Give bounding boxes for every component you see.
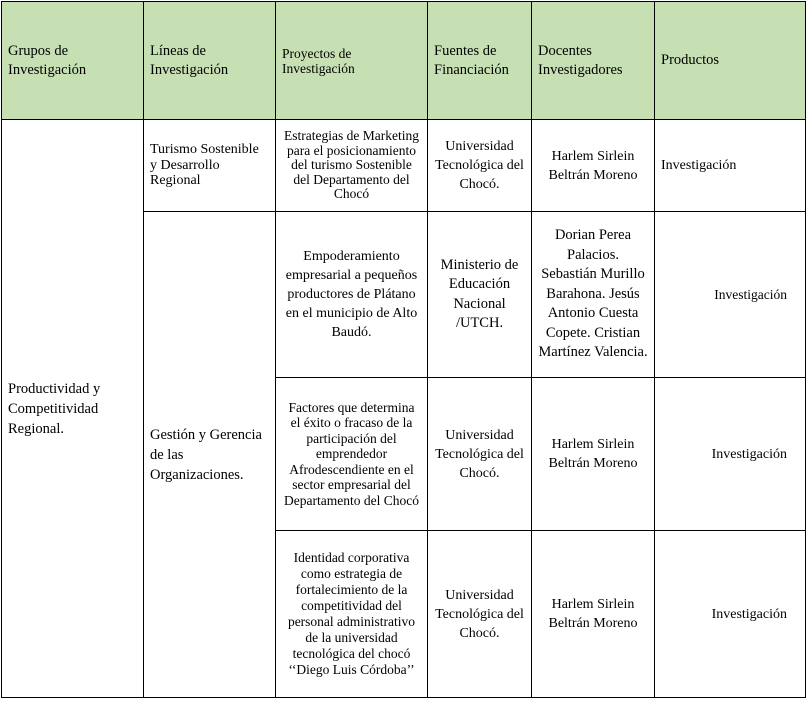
- grupo-cell: Productividad y Competitividad Regional.: [2, 120, 144, 698]
- proyecto-cell: Empoderamiento empresarial a pequeños productores de Plátano en el municipio de Alto Baudó.: [276, 212, 428, 378]
- linea-cell: Gestión y Gerencia de las Organizaciones.: [144, 212, 276, 698]
- proyecto-cell: Estrategias de Marketing para el posicionamiento del turismo Sostenible del Departamento del Chocó: [276, 120, 428, 212]
- docentes-cell: Harlem Sirlein Beltrán Moreno: [532, 120, 655, 212]
- fuente-cell: Universidad Tecnológica del Chocó.: [428, 120, 532, 212]
- header-lineas: Líneas de Investigación: [144, 2, 276, 120]
- producto-cell: Investigación: [655, 378, 806, 531]
- research-table: [1, 1, 806, 698]
- table-row: [2, 120, 806, 212]
- producto-cell: Investigación: [655, 531, 806, 698]
- fuente-cell: Ministerio de Educación Nacional /UTCH.: [428, 212, 532, 378]
- header-row: [2, 2, 806, 120]
- proyecto-cell: Identidad corporativa como estrategia de fortalecimiento de la competitividad del personal administrativo de la universidad tecnológica del chocó ‘‘Diego Luis Córdoba’’: [276, 531, 428, 698]
- header-productos: Productos: [655, 2, 806, 120]
- header-docentes: Docentes Investigadores: [532, 2, 655, 120]
- header-grupos: Grupos de Investigación: [2, 2, 144, 120]
- docentes-cell: Harlem Sirlein Beltrán Moreno: [532, 378, 655, 531]
- producto-cell: Investigación: [655, 120, 806, 212]
- docentes-cell: Harlem Sirlein Beltrán Moreno: [532, 531, 655, 698]
- proyecto-cell: Factores que determina el éxito o fracaso de la participación del emprendedor Afrodescendiente en el sector empresarial del Departamento del Chocó: [276, 378, 428, 531]
- header-proyectos: Proyectos de Investigación: [276, 2, 428, 120]
- header-fuentes: Fuentes de Financiación: [428, 2, 532, 120]
- linea-cell: Turismo Sostenible y Desarrollo Regional: [144, 120, 276, 212]
- producto-cell: Investigación: [655, 212, 806, 378]
- docentes-cell: Dorian Perea Palacios. Sebastián Murillo Barahona. Jesús Antonio Cuesta Copete. Cristian Martínez Valencia.: [532, 212, 655, 378]
- fuente-cell: Universidad Tecnológica del Chocó.: [428, 378, 532, 531]
- fuente-cell: Universidad Tecnológica del Chocó.: [428, 531, 532, 698]
